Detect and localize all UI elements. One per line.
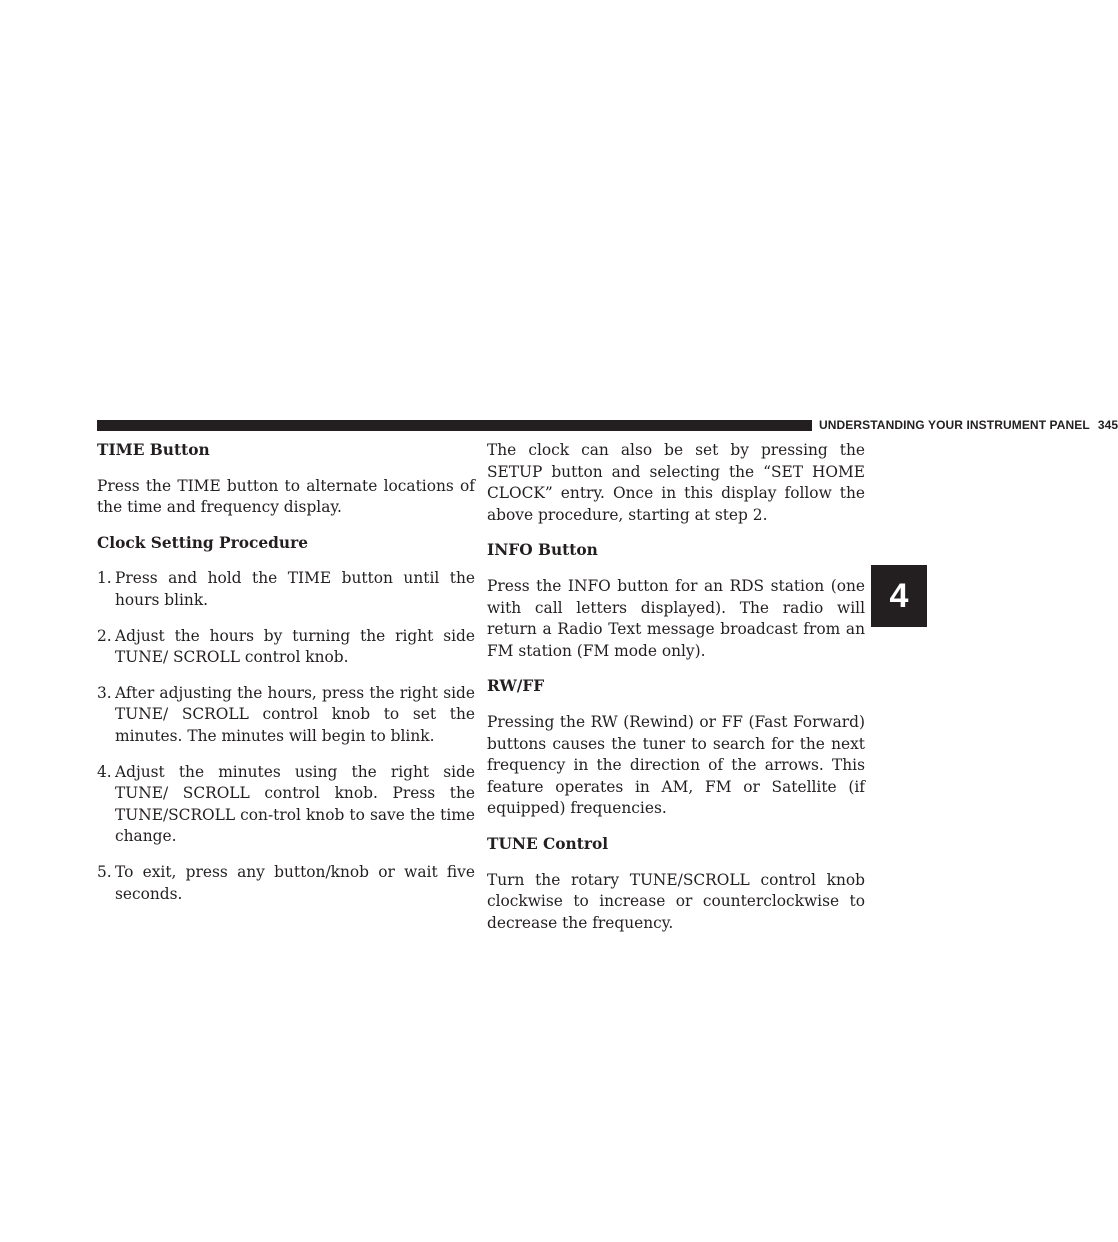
rw-ff-paragraph: Pressing the RW (Rewind) or FF (Fast Forward) buttons causes the tuner to search for the next frequency in the direction of the arrows. This feature operates in AM, FM or Satellite (if equipped) frequencies. bbox=[487, 712, 865, 818]
step-text: After adjusting the hours, press the right side TUNE/ SCROLL control knob to set the minutes. The minutes will begin to blink. bbox=[115, 683, 475, 745]
tune-control-heading: TUNE Control bbox=[487, 834, 609, 853]
step-number: 1. bbox=[97, 569, 112, 588]
page-number: 345 bbox=[1097, 418, 1118, 432]
step-number: 4. bbox=[97, 762, 112, 781]
right-column bbox=[487, 440, 865, 934]
step-item bbox=[97, 683, 475, 748]
chapter-tab: 4 bbox=[871, 565, 927, 627]
step-number: 5. bbox=[97, 862, 112, 881]
step-text: To exit, press any button/knob or wait five seconds. bbox=[115, 862, 475, 903]
left-column bbox=[97, 440, 475, 905]
clock-setting-heading: Clock Setting Procedure bbox=[97, 533, 308, 552]
running-header bbox=[819, 417, 1118, 433]
step-text: Press and hold the TIME button until the hours blink. bbox=[115, 569, 475, 609]
step-item bbox=[97, 626, 475, 669]
step-item bbox=[97, 762, 475, 848]
header-rule bbox=[97, 420, 812, 431]
rw-ff-heading: RW/FF bbox=[487, 677, 545, 696]
tune-control-paragraph: Turn the rotary TUNE/SCROLL control knob clockwise to increase or counterclockwise to decrease the frequency. bbox=[487, 870, 865, 932]
step-number: 3. bbox=[97, 683, 112, 702]
step-number: 2. bbox=[97, 626, 112, 645]
step-item bbox=[97, 862, 475, 905]
step-text: Adjust the hours by turning the right side TUNE/ SCROLL control knob. bbox=[115, 626, 475, 667]
time-button-heading: TIME Button bbox=[97, 441, 210, 459]
info-button-paragraph: Press the INFO button for an RDS station (one with call letters displayed). The radio will return a Radio Text message broadcast from an FM station (FM mode only). bbox=[487, 576, 865, 660]
info-button-heading: INFO Button bbox=[487, 541, 598, 560]
clock-setup-paragraph: The clock can also be set by pressing the SETUP button and selecting the “SET HOME CLOCK” entry. Once in this display follow the above procedure, starting at step 2. bbox=[487, 441, 865, 524]
section-title: UNDERSTANDING YOUR INSTRUMENT PANEL bbox=[819, 418, 1090, 432]
step-item bbox=[97, 568, 475, 611]
step-text: Adjust the minutes using the right side TUNE/ SCROLL control knob. Press the TUNE/SCROLL con-trol knob to save the time change. bbox=[115, 762, 475, 846]
time-button-paragraph: Press the TIME button to alternate locations of the time and frequency display. bbox=[97, 476, 475, 517]
